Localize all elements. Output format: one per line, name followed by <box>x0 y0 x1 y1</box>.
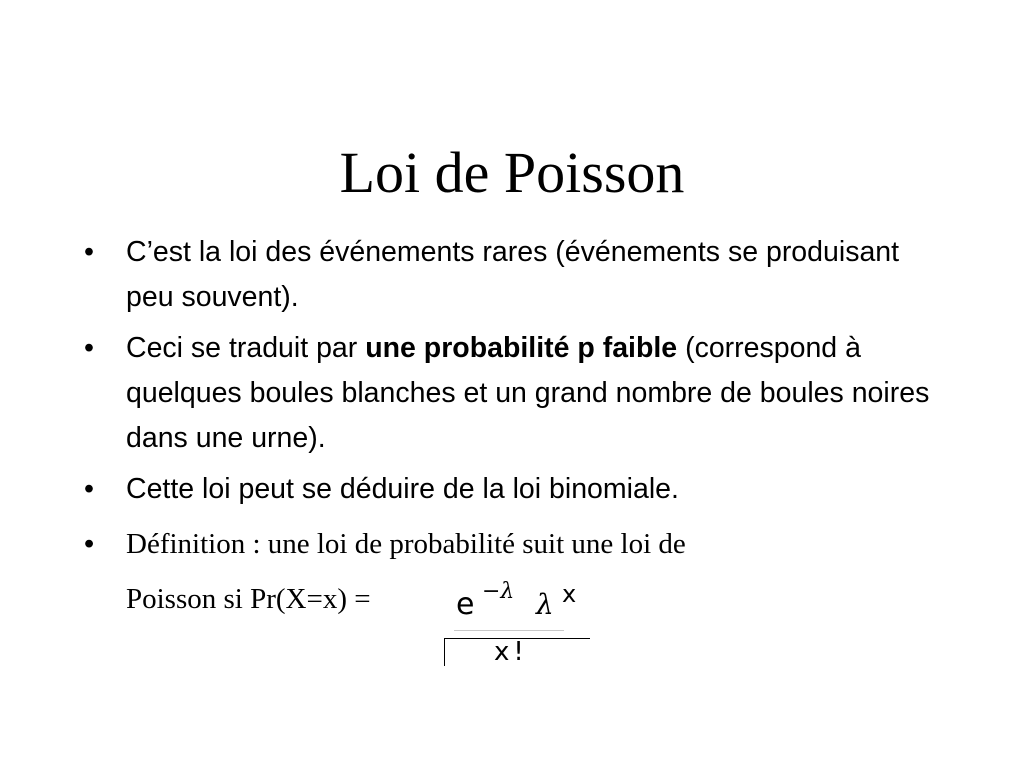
bullet-item <box>84 230 954 320</box>
formula-lambda: λ <box>536 588 554 621</box>
definition-text-continuation: Poisson si Pr(X=x) = <box>126 583 371 615</box>
slide-title: Loi de Poisson <box>339 139 685 205</box>
formula-base-e: e <box>456 587 475 622</box>
bullet-item <box>84 326 954 461</box>
formula-bracket <box>444 638 445 666</box>
formula-exponent: −λ <box>482 579 515 604</box>
bullet-marker: • <box>84 236 94 268</box>
poisson-formula <box>444 580 594 670</box>
bullet-text: Cette loi peut se déduire de la loi binomiale. <box>126 473 679 505</box>
definition-text: Définition : une loi de probabilité suit une loi de <box>126 528 686 560</box>
formula-numerator-underline <box>454 630 564 631</box>
bullet-text: (correspond à quelques boules blanches et un grand nombre de boules noires dans une urne). <box>126 332 930 454</box>
bullet-text: C’est la loi des événements rares (événements se produisant peu souvent). <box>126 236 900 313</box>
bullet-list <box>84 230 954 570</box>
bullet-bold-text: une probabilité p faible <box>365 332 678 364</box>
formula-lambda-power: x <box>562 580 577 608</box>
formula-denominator: x! <box>494 637 528 667</box>
bullet-text: Ceci se traduit par <box>126 332 366 364</box>
bullet-item-definition <box>84 518 954 570</box>
bullet-marker: • <box>84 332 94 364</box>
bullet-marker: • <box>84 528 95 560</box>
bullet-item <box>84 467 954 512</box>
bullet-marker: • <box>84 473 94 505</box>
